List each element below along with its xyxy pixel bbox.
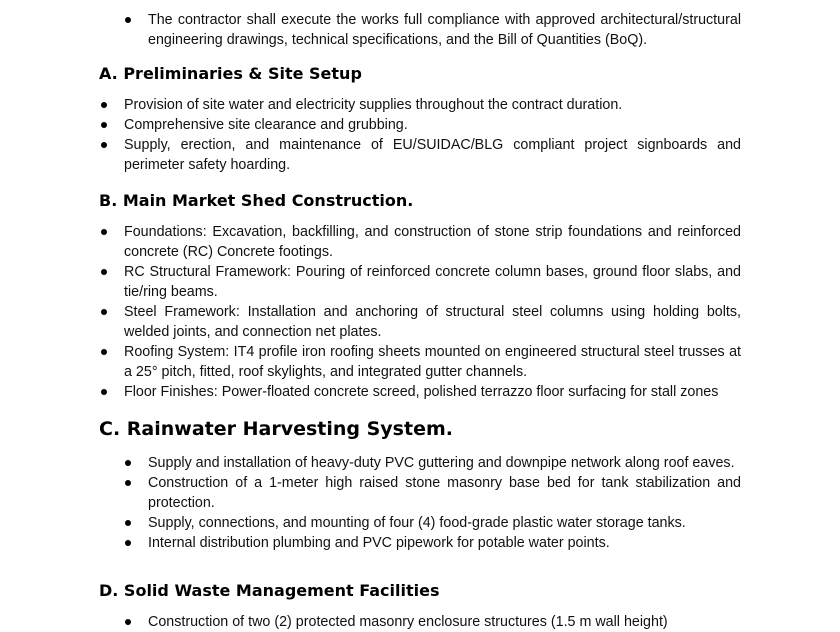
list-item-text: Comprehensive site clearance and grubbing. <box>124 117 408 133</box>
bullet-icon <box>125 460 131 466</box>
list-item-text: The contractor shall execute the works full compliance with approved architectural/structural engineering drawings, technical specifications, and the Bill of Quantities (BoQ). <box>148 12 741 48</box>
list-item <box>148 612 741 632</box>
list-item-text: Roofing System: IT4 profile iron roofing sheets mounted on engineered structural steel trusses at a 25° pitch, fitted, roof skylights, and integrated gutter channels. <box>124 344 741 380</box>
list-item-text: Foundations: Excavation, backfilling, and construction of stone strip foundations and reinforced concrete (RC) Concrete footings. <box>124 224 741 260</box>
list-item <box>124 95 741 115</box>
list-item-text: Supply, connections, and mounting of four (4) food-grade plastic water storage tanks. <box>148 515 686 531</box>
bullet-icon <box>101 269 107 275</box>
list-item-text: Construction of a 1-meter high raised stone masonry base bed for tank stabilization and protection. <box>148 475 741 511</box>
list-item-text: Supply, erection, and maintenance of EU/SUIDAC/BLG compliant project signboards and perimeter safety hoarding. <box>124 137 741 173</box>
list-item <box>148 473 741 513</box>
list-item-text: Supply and installation of heavy-duty PVC guttering and downpipe network along roof eaves. <box>148 455 735 471</box>
list-item <box>148 533 741 553</box>
list-item <box>148 453 741 473</box>
bullet-icon <box>101 142 107 148</box>
list-item <box>148 513 741 533</box>
section-c-heading: C. Rainwater Harvesting System. <box>99 418 453 440</box>
section-d-heading: D. Solid Waste Management Facilities <box>99 581 440 600</box>
list-item <box>124 342 741 382</box>
list-item <box>124 115 741 135</box>
bullet-icon <box>101 349 107 355</box>
list-item <box>124 302 741 342</box>
list-item <box>148 10 741 50</box>
list-item <box>124 222 741 262</box>
bullet-icon <box>125 540 131 546</box>
list-item <box>124 262 741 302</box>
bullet-icon <box>101 309 107 315</box>
section-c-bullet-list <box>148 453 741 553</box>
list-item-text: Provision of site water and electricity supplies throughout the contract duration. <box>124 97 623 113</box>
list-item-text: Steel Framework: Installation and anchoring of structural steel columns using holding bolts, welded joints, and connection net plates. <box>124 304 741 340</box>
bullet-icon <box>101 389 107 395</box>
section-a-heading: A. Preliminaries & Site Setup <box>99 64 362 83</box>
list-item-text: Internal distribution plumbing and PVC pipework for potable water points. <box>148 535 610 551</box>
intro-bullet-list <box>148 10 741 50</box>
list-item <box>124 135 741 175</box>
section-b-bullet-list <box>124 222 741 402</box>
bullet-icon <box>125 17 131 23</box>
section-b-heading: B. Main Market Shed Construction. <box>99 191 414 210</box>
list-item-text: RC Structural Framework: Pouring of reinforced concrete column bases, ground floor slabs, and tie/ring beams. <box>124 264 741 300</box>
list-item-text: Floor Finishes: Power-floated concrete screed, polished terrazzo floor surfacing for stall zones <box>124 384 719 400</box>
bullet-icon <box>101 102 107 108</box>
bullet-icon <box>101 229 107 235</box>
section-d-bullet-list <box>148 612 741 632</box>
bullet-icon <box>125 480 131 486</box>
bullet-icon <box>125 520 131 526</box>
section-a-bullet-list <box>124 95 741 175</box>
bullet-icon <box>101 122 107 128</box>
list-item-text: Construction of two (2) protected masonry enclosure structures (1.5 m wall height) <box>148 614 668 630</box>
list-item <box>124 382 741 402</box>
